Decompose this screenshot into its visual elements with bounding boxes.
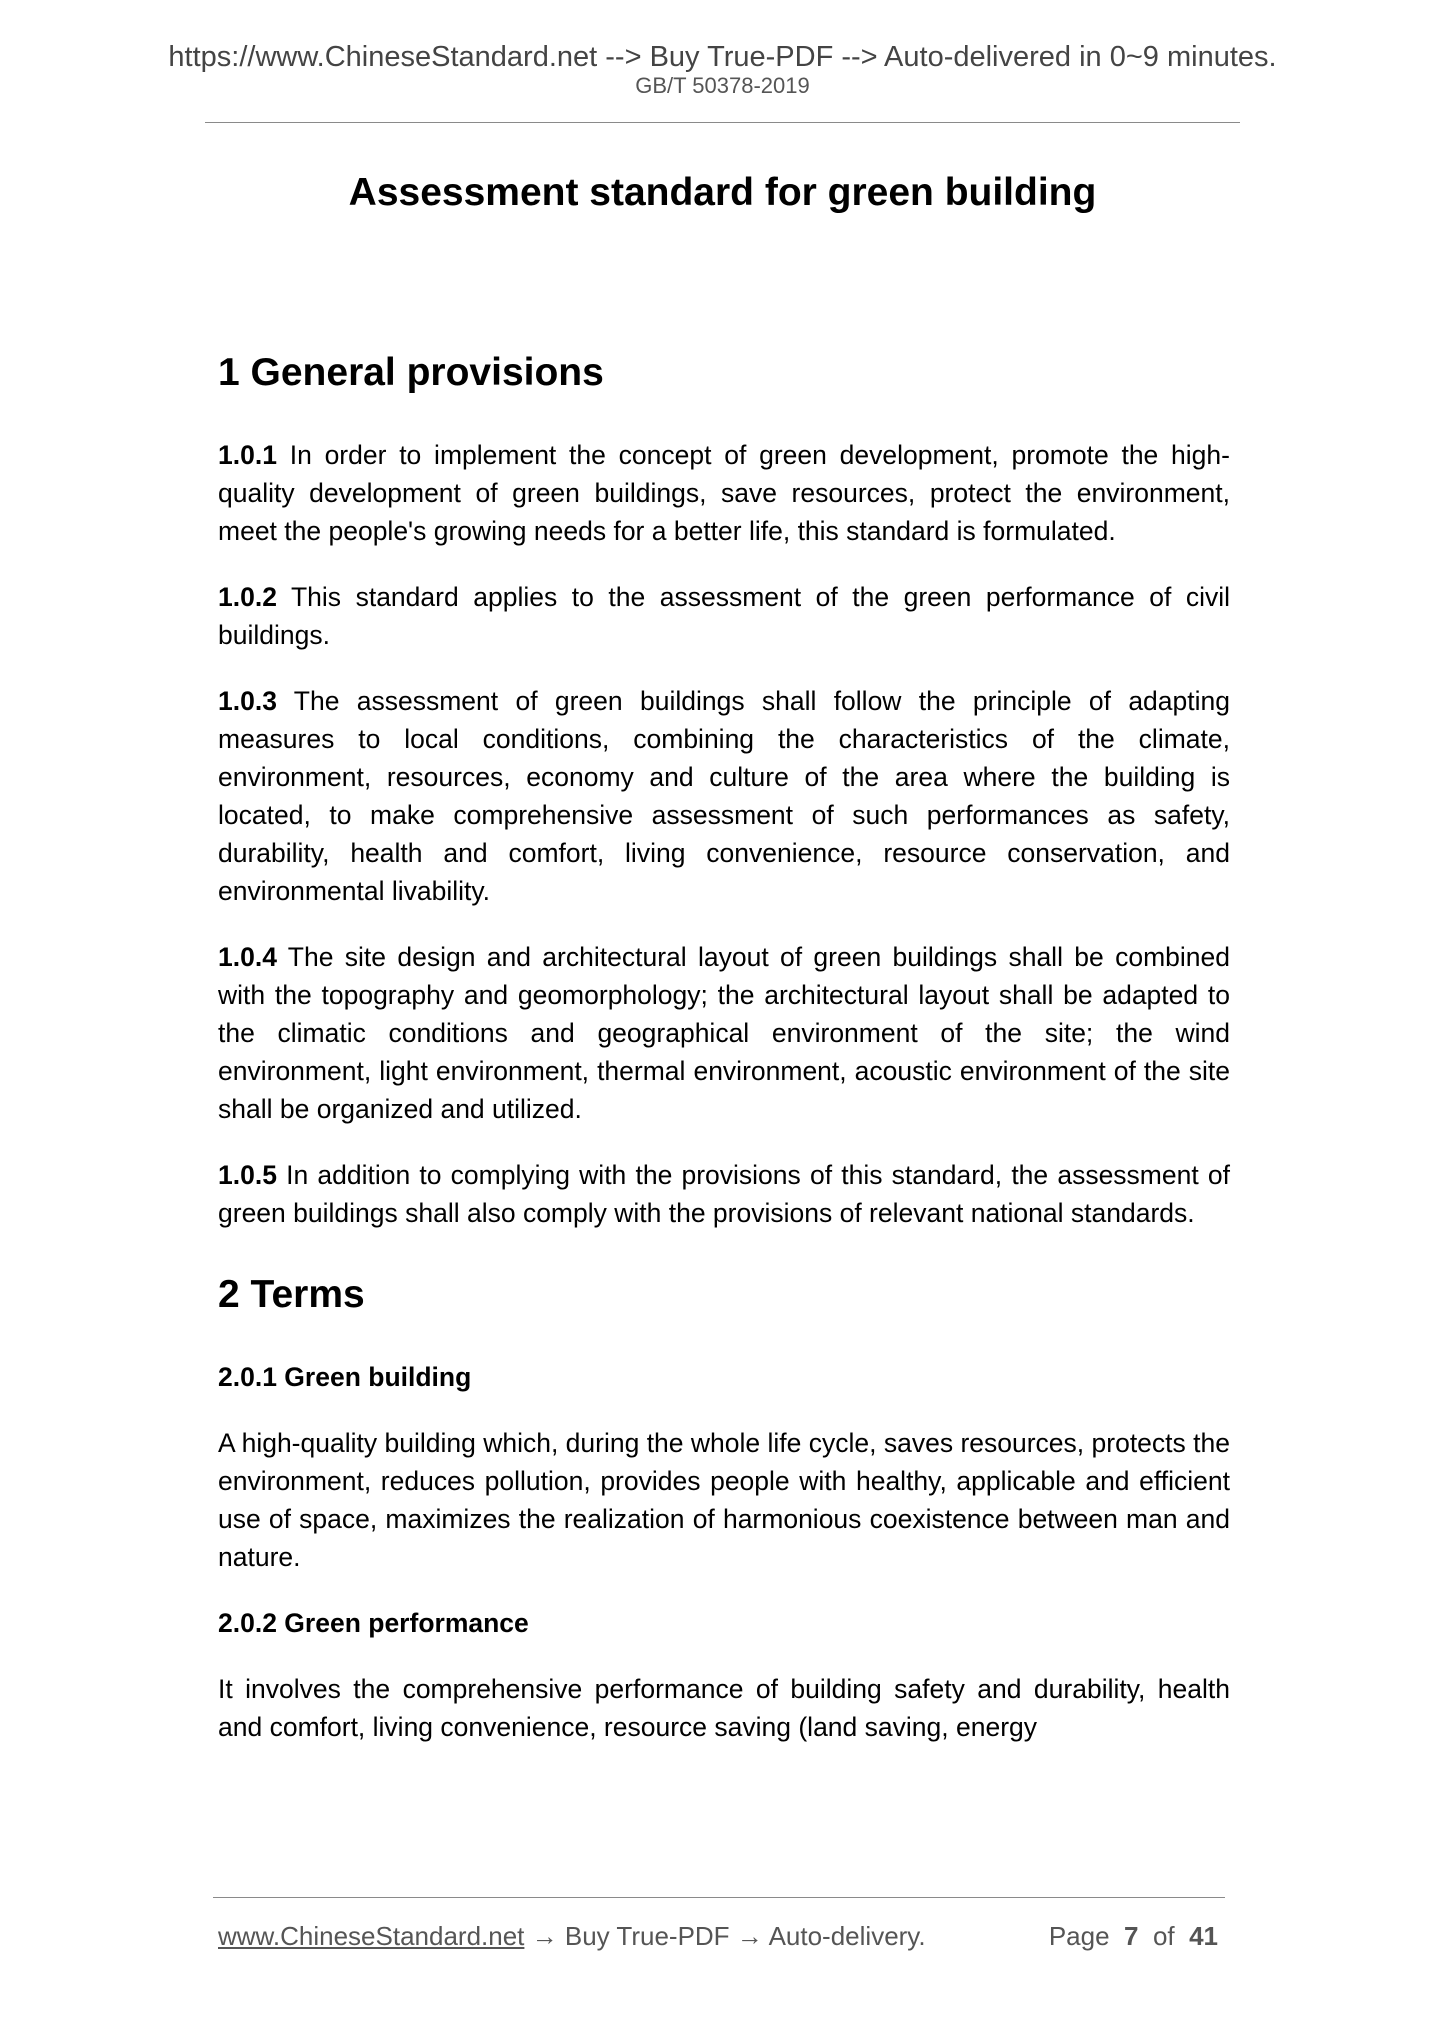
page-indicator [1049,1920,1218,1952]
clause-number: 1.0.1 [218,440,277,470]
section-heading-general-provisions: 1 General provisions [218,351,604,394]
clause-text: In addition to complying with the provisions of this standard, the assessment of green buildings shall also comply with the provisions of relevant national standards. [218,1160,1230,1228]
page-label: Page [1048,1921,1110,1951]
term-heading-green-building: 2.0.1 Green building [218,1362,472,1392]
clause-number: 1.0.5 [218,1160,277,1190]
clause-1-0-4 [218,938,1230,1128]
term-definition-green-performance: It involves the comprehensive performance of building safety and durability, health and comfort, living convenience, resource saving (land saving, energy [218,1674,1230,1742]
document-body [218,350,1230,1774]
footer-divider [213,1897,1225,1898]
term-definition-green-building: A high-quality building which, during the whole life cycle, saves resources, protects the environment, reduces pollution, provides people with healthy, applicable and efficient use of space, maximizes the realization of harmonious coexistence between man and nature. [218,1428,1230,1572]
clause-1-0-2 [218,578,1230,654]
clause-text: The site design and architectural layout of green buildings shall be combined with the topography and geomorphology; the architectural layout shall be adapted to the climatic conditions and geographical environment of the site; the wind environment, light environment, thermal environment, acoustic environment of the site shall be organized and utilized. [218,942,1230,1124]
footer-site-link[interactable]: www.ChineseStandard.net [218,1921,525,1951]
document-title: Assessment standard for green building [348,171,1097,214]
clause-text: This standard applies to the assessment of the green performance of civil buildings. [218,582,1230,650]
clause-1-0-1 [218,436,1230,550]
term-heading-green-performance: 2.0.2 Green performance [218,1608,529,1638]
section-heading-terms: 2 Terms [218,1273,365,1316]
page-number: 7 [1124,1921,1139,1951]
clause-1-0-3 [218,682,1230,910]
page-of-label: of [1152,1921,1175,1951]
header-divider [205,122,1240,123]
clause-number: 1.0.4 [218,942,277,972]
clause-text: The assessment of green buildings shall follow the principle of adapting measures to local conditions, combining the characteristics of the climate, environment, resources, economy and culture of the area where the building is located, to make comprehensive assessment of such performances as safety, durability, health and comfort, living convenience, resource conservation, and environmental livability. [218,686,1230,906]
clause-text: In order to implement the concept of green development, promote the high-quality development of green buildings, save resources, protect the environment, meet the people's growing needs for a better life, this standard is formulated. [218,440,1230,546]
page-footer [218,1920,1218,1952]
page-total: 41 [1189,1921,1218,1951]
standard-code: GB/T 50378-2019 [635,73,810,98]
header-banner: https://www.ChineseStandard.net --> Buy True-PDF --> Auto-delivered in 0~9 minutes. [168,41,1277,73]
clause-number: 1.0.3 [218,686,277,716]
clause-1-0-5 [218,1156,1230,1232]
clause-number: 1.0.2 [218,582,277,612]
footer-delivery-text: → Buy True-PDF → Auto-delivery. [524,1921,926,1951]
